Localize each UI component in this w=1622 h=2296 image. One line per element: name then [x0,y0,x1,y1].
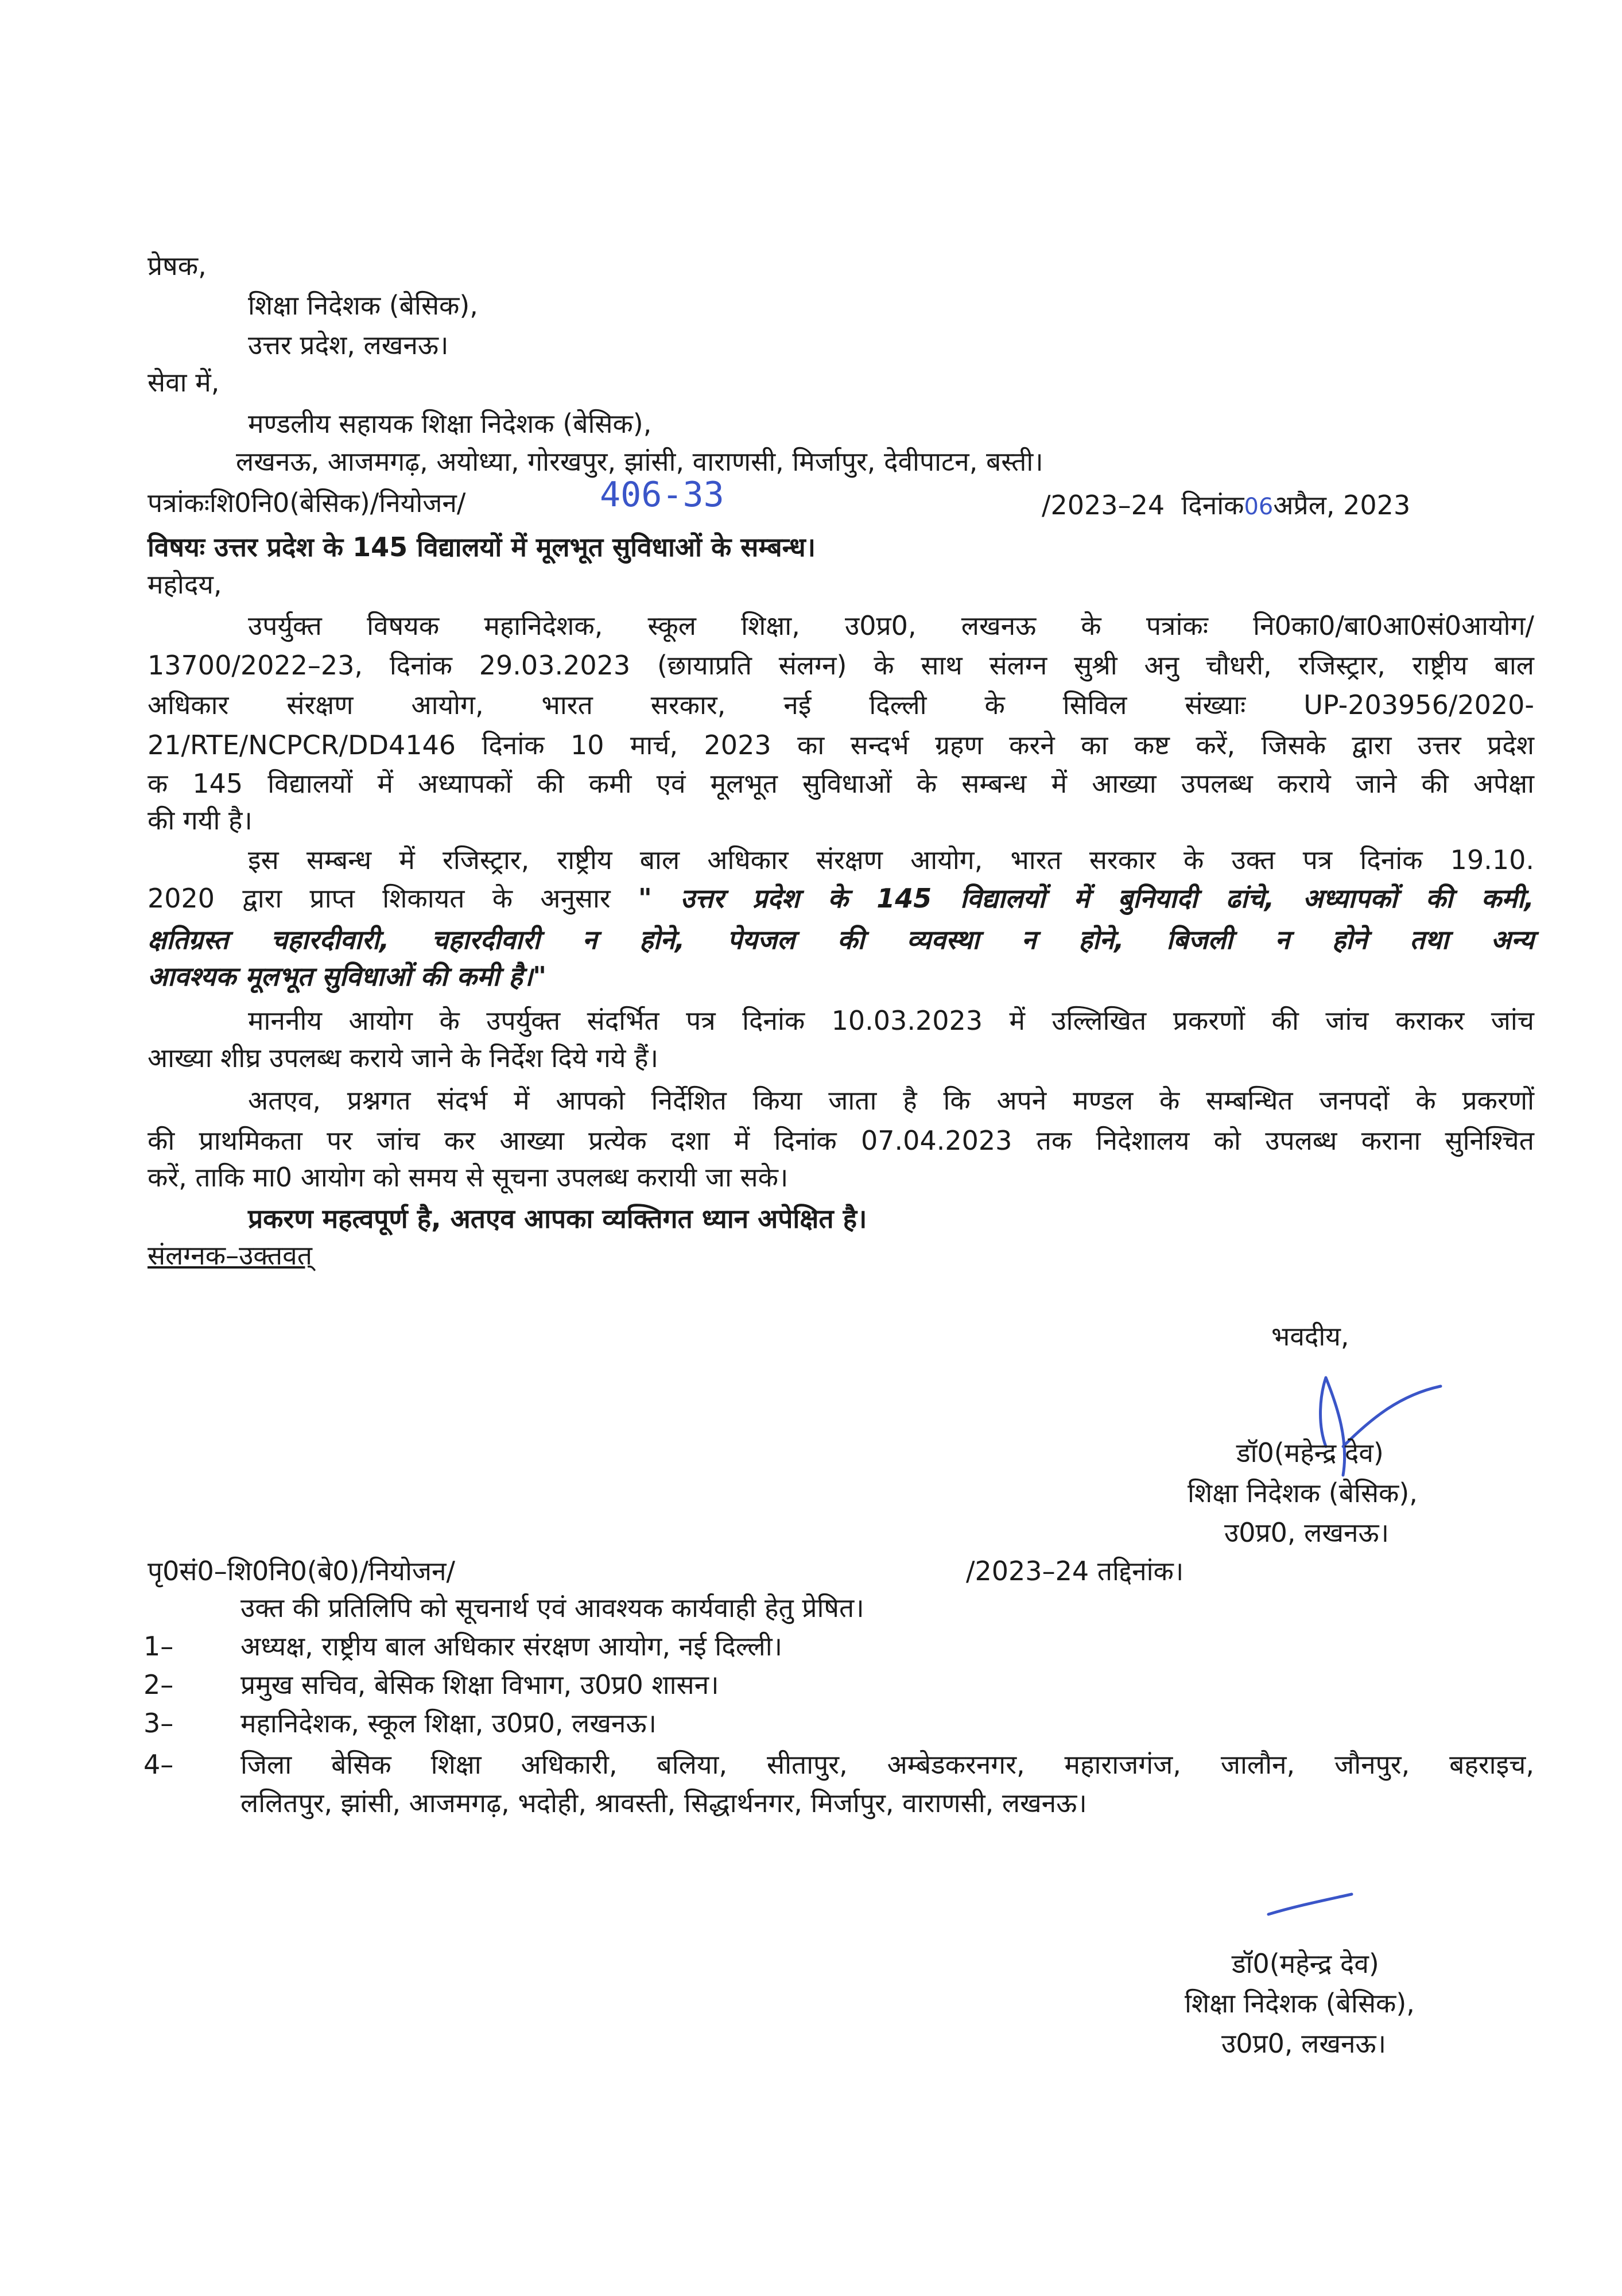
complaint-quote: आवश्यक मूलभूत सुविधाओं की कमी है।" [148,961,547,992]
copy-item-number: 1– [143,1631,174,1662]
para4-line: करें, ताकि मा0 आयोग को समय से सूचना उपलब्ध करायी जा सके। [148,1162,789,1193]
endorsement-ref-suffix: /2023–24 तद्दिनांक। [966,1556,1184,1587]
para4-line: की प्राथमिकता पर जांच कर आख्या प्रत्येक दशा में दिनांक 07.04.2023 तक निदेशालय को उपलब्ध कराना सुनिश्चित [148,1125,1534,1156]
para2-line: इस सम्बन्ध में रजिस्ट्रार, राष्ट्रीय बाल अधिकार संरक्षण आयोग, भारत सरकार के उक्त पत्र दिनांक 19.10. [248,844,1534,875]
copy-item: महानिदेशक, स्कूल शिक्षा, उ0प्र0, लखनऊ। [240,1708,657,1739]
para4-line: अतएव, प्रश्नगत संदर्भ में आपको निर्देशित किया जाता है कि अपने मण्डल के सम्बन्धित जनपदों के प्रकरणों [248,1085,1534,1116]
sender-designation: शिक्षा निदेशक (बेसिक), [248,290,478,321]
para1-line: क 145 विद्यालयों में अध्यापकों की कमी एवं मूलभूत सुविधाओं के सम्बन्ध में आख्या उपलब्ध कराये जाने की अपेक्षा [148,768,1534,799]
complaint-quote: क्षतिग्रस्त चहारदीवारी, चहारदीवारी न होने, पेयजल की व्यवस्था न होने, बिजली न होने तथा अन्य [148,924,1534,955]
reference-date [1042,488,1410,524]
copy-item-number: 4– [143,1749,174,1780]
para2-plain: 2020 द्वारा प्राप्त शिकायत के अनुसार [148,883,611,914]
copy-item-number: 2– [143,1669,174,1700]
subject: विषयः उत्तर प्रदेश के 145 विद्यालयों में मूलभूत सुविधाओं के सम्बन्ध। [148,532,816,563]
copy-item: प्रमुख सचिव, बेसिक शिक्षा विभाग, उ0प्र0 शासन। [240,1669,719,1700]
signatory2-name: डॉ0(महेन्द्र देव) [1232,1948,1379,1979]
endorsement-intro: उक्त की प्रतिलिपि को सूचनार्थ एवं आवश्यक कार्यवाही हेतु प्रेषित। [240,1592,864,1623]
copy-item: अध्यक्ष, राष्ट्रीय बाल अधिकार संरक्षण आयोग, नई दिल्ली। [240,1631,783,1662]
date-rest: अप्रैल, 2023 [1273,490,1411,521]
handwritten-dispatch-number: 406-33 [600,475,724,515]
signatory-place: उ0प्र0, लखनऊ। [1224,1517,1390,1548]
signatory2-place: उ0प्र0, लखनऊ। [1221,2028,1387,2059]
signature-icon [1263,1888,1360,1923]
sender-place: उत्तर प्रदेश, लखनऊ। [248,329,449,360]
handwritten-day: 06 [1244,494,1274,520]
signatory-designation: शिक्षा निदेशक (बेसिक), [1188,1477,1418,1508]
copy-item: ललितपुर, झांसी, आजमगढ़, भदोही, श्रावस्ती, सिद्धार्थनगर, मिर्जापुर, वाराणसी, लखनऊ। [240,1787,1087,1818]
para1-line: उपर्युक्त विषयक महानिदेशक, स्कूल शिक्षा, उ0प्र0, लखनऊ के पत्रांकः नि0का0/बा0आ0सं0आयोग/ [248,610,1534,641]
para1-line: की गयी है। [148,805,253,836]
signatory2-designation: शिक्षा निदेशक (बेसिक), [1185,1988,1415,2019]
copy-item: जिला बेसिक शिक्षा अधिकारी, बलिया, सीतापुर, अम्बेडकरनगर, महाराजगंज, जालौन, जौनपुर, बहराइच, [240,1749,1534,1780]
closing: भवदीय, [1271,1321,1349,1352]
complaint-quote: " उत्तर प्रदेश के 145 विद्यालयों में बुनियादी ढांचे, अध्यापकों की कमी, [638,883,1534,914]
para1-line: 21/RTE/NCPCR/DD4146 दिनांक 10 मार्च, 2023 का सन्दर्भ ग्रहण करने का कष्ट करें, जिसके द्वारा उत्तर प्रदेश [148,730,1534,761]
recipient-designation: मण्डलीय सहायक शिक्षा निदेशक (बेसिक), [248,408,652,439]
emphasis-note: प्रकरण महत्वपूर्ण है, अतएव आपका व्यक्तिगत ध्यान अपेक्षित है। [248,1203,867,1234]
para2-line [148,881,1534,916]
salutation: महोदय, [148,569,222,600]
recipient-places: लखनऊ, आजमगढ़, अयोध्या, गोरखपुर, झांसी, वाराणसी, मिर्जापुर, देवीपाटन, बस्ती। [236,446,1043,477]
reference-prefix: पत्रांकःशि0नि0(बेसिक)/नियोजन/ [148,487,466,518]
signatory-name: डॉ0(महेन्द्र देव) [1236,1437,1384,1468]
para1-line: अधिकार संरक्षण आयोग, भारत सरकार, नई दिल्ली के सिविल संख्याः UP-203956/2020- [148,689,1534,720]
endorsement-ref: पृ0सं0–शि0नि0(बे0)/नियोजन/ [148,1556,456,1587]
recipient-label: सेवा में, [148,367,220,398]
signature-icon [1286,1360,1458,1492]
para3-line: माननीय आयोग के उपर्युक्त संदर्भित पत्र दिनांक 10.03.2023 में उल्लिखित प्रकरणों की जांच कराकर जांच [248,1005,1534,1036]
reference-year: /2023–24 [1042,490,1165,521]
copy-item-number: 3– [143,1708,174,1739]
para1-line: 13700/2022–23, दिनांक 29.03.2023 (छायाप्रति संलग्न) के साथ संलग्न सुश्री अनु चौधरी, रजिस्ट्रार, राष्ट्रीय बाल [148,650,1534,681]
sender-label: प्रेषक, [148,250,207,281]
para3-line: आख्या शीघ्र उपलब्ध कराये जाने के निर्देश दिये गये हैं। [148,1042,659,1073]
date-label: दिनांक [1181,490,1244,521]
enclosure: संलग्नक–उक्तवत् [148,1240,312,1271]
